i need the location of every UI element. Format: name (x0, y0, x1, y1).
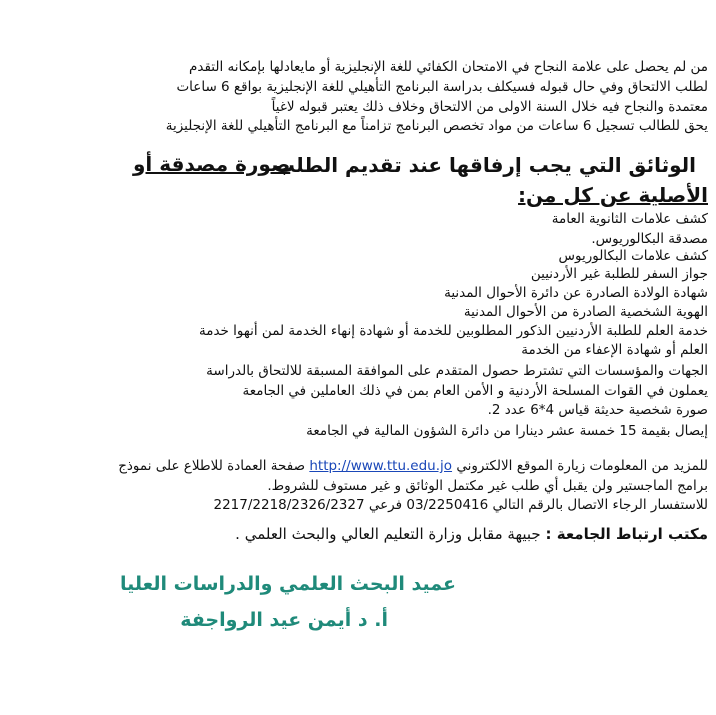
intro-line: لطلب الالتحاق وفي حال قبوله فسيكلف بدراسة البرنامج التأهيلي للغة الإنجليزية بواقع 6 ساعات (176, 79, 708, 95)
list-item: شهادة الولادة الصادرة عن دائرة الأحوال المدنية (444, 285, 708, 301)
list-item: مصدقة البكالوريوس. (591, 231, 708, 247)
website-link[interactable]: http://www.ttu.edu.jo (309, 458, 453, 474)
liaison-office (235, 524, 708, 544)
dean-name: أ. د أيمن عيد الرواجفة (180, 609, 388, 631)
info-text: صفحة العمادة للاطلاع على نموذج (118, 458, 306, 474)
list-item: إيصال بقيمة 15 خمسة عشر دينارا من دائرة الشؤون المالية في الجامعة (306, 423, 708, 439)
list-item: كشف علامات البكالوريوس (558, 248, 708, 264)
info-line: للاستفسار الرجاء الاتصال بالرقم التالي 03/2250416 فرعي 2217/2218/2326/2327 (213, 497, 708, 513)
list-item: خدمة العلم للطلبة الأردنيين الذكور المطلوبين للخدمة أو شهادة إنهاء الخدمة لمن أنهوا خدمة (198, 323, 708, 339)
intro-line: يحق للطالب تسجيل 6 ساعات من مواد تخصص البرنامج تزامناً مع البرنامج التأهيلي للغة الإنجليزية (165, 118, 708, 134)
info-line (118, 456, 708, 476)
liaison-text: جبيهة مقابل وزارة التعليم العالي والبحث العلمي . (235, 525, 541, 543)
dean-title: عميد البحث العلمي والدراسات العليا (119, 573, 456, 595)
info-text: للمزيد من المعلومات زيارة الموقع الالكتروني (456, 458, 708, 474)
photo-copy-label: صورة مصدقة أو (133, 152, 291, 176)
intro-line: من لم يحصل على علامة النجاح في الامتحان الكفائي للغة الإنجليزية أو مايعادلها بإمكانه التقدم (189, 59, 708, 75)
list-item: العلم أو شهادة الإعفاء من الخدمة (521, 342, 708, 358)
documents-heading-continued: الأصلية عن كل من: (518, 183, 708, 207)
list-item: جواز السفر للطلبة غير الأردنيين (530, 266, 708, 282)
list-item: صورة شخصية حديثة قياس 4*6 عدد 2. (487, 402, 708, 418)
documents-heading: الوثائق التي يجب إرفاقها عند تقديم الطلب (274, 153, 696, 177)
list-item: كشف علامات الثانوية العامة (551, 211, 708, 227)
intro-line: معتمدة والنجاح فيه خلال السنة الاولى من الالتحاق وخلاف ذلك يعتبر قبوله لاغياً (271, 99, 708, 115)
liaison-label: مكتب ارتباط الجامعة : (545, 525, 708, 543)
list-item: الجهات والمؤسسات التي تشترط حصول المتقدم على الموافقة المسبقة للالتحاق بالدراسة (206, 363, 708, 379)
list-item: الهوية الشخصية الصادرة من الأحوال المدنية (463, 304, 708, 320)
info-line: برامج الماجستير ولن يقبل أي طلب غير مكتمل الوثائق و غير مستوف للشروط. (267, 478, 708, 494)
list-item: يعملون في القوات المسلحة الأردنية و الأمن العام بمن في ذلك العاملين في الجامعة (242, 383, 708, 399)
